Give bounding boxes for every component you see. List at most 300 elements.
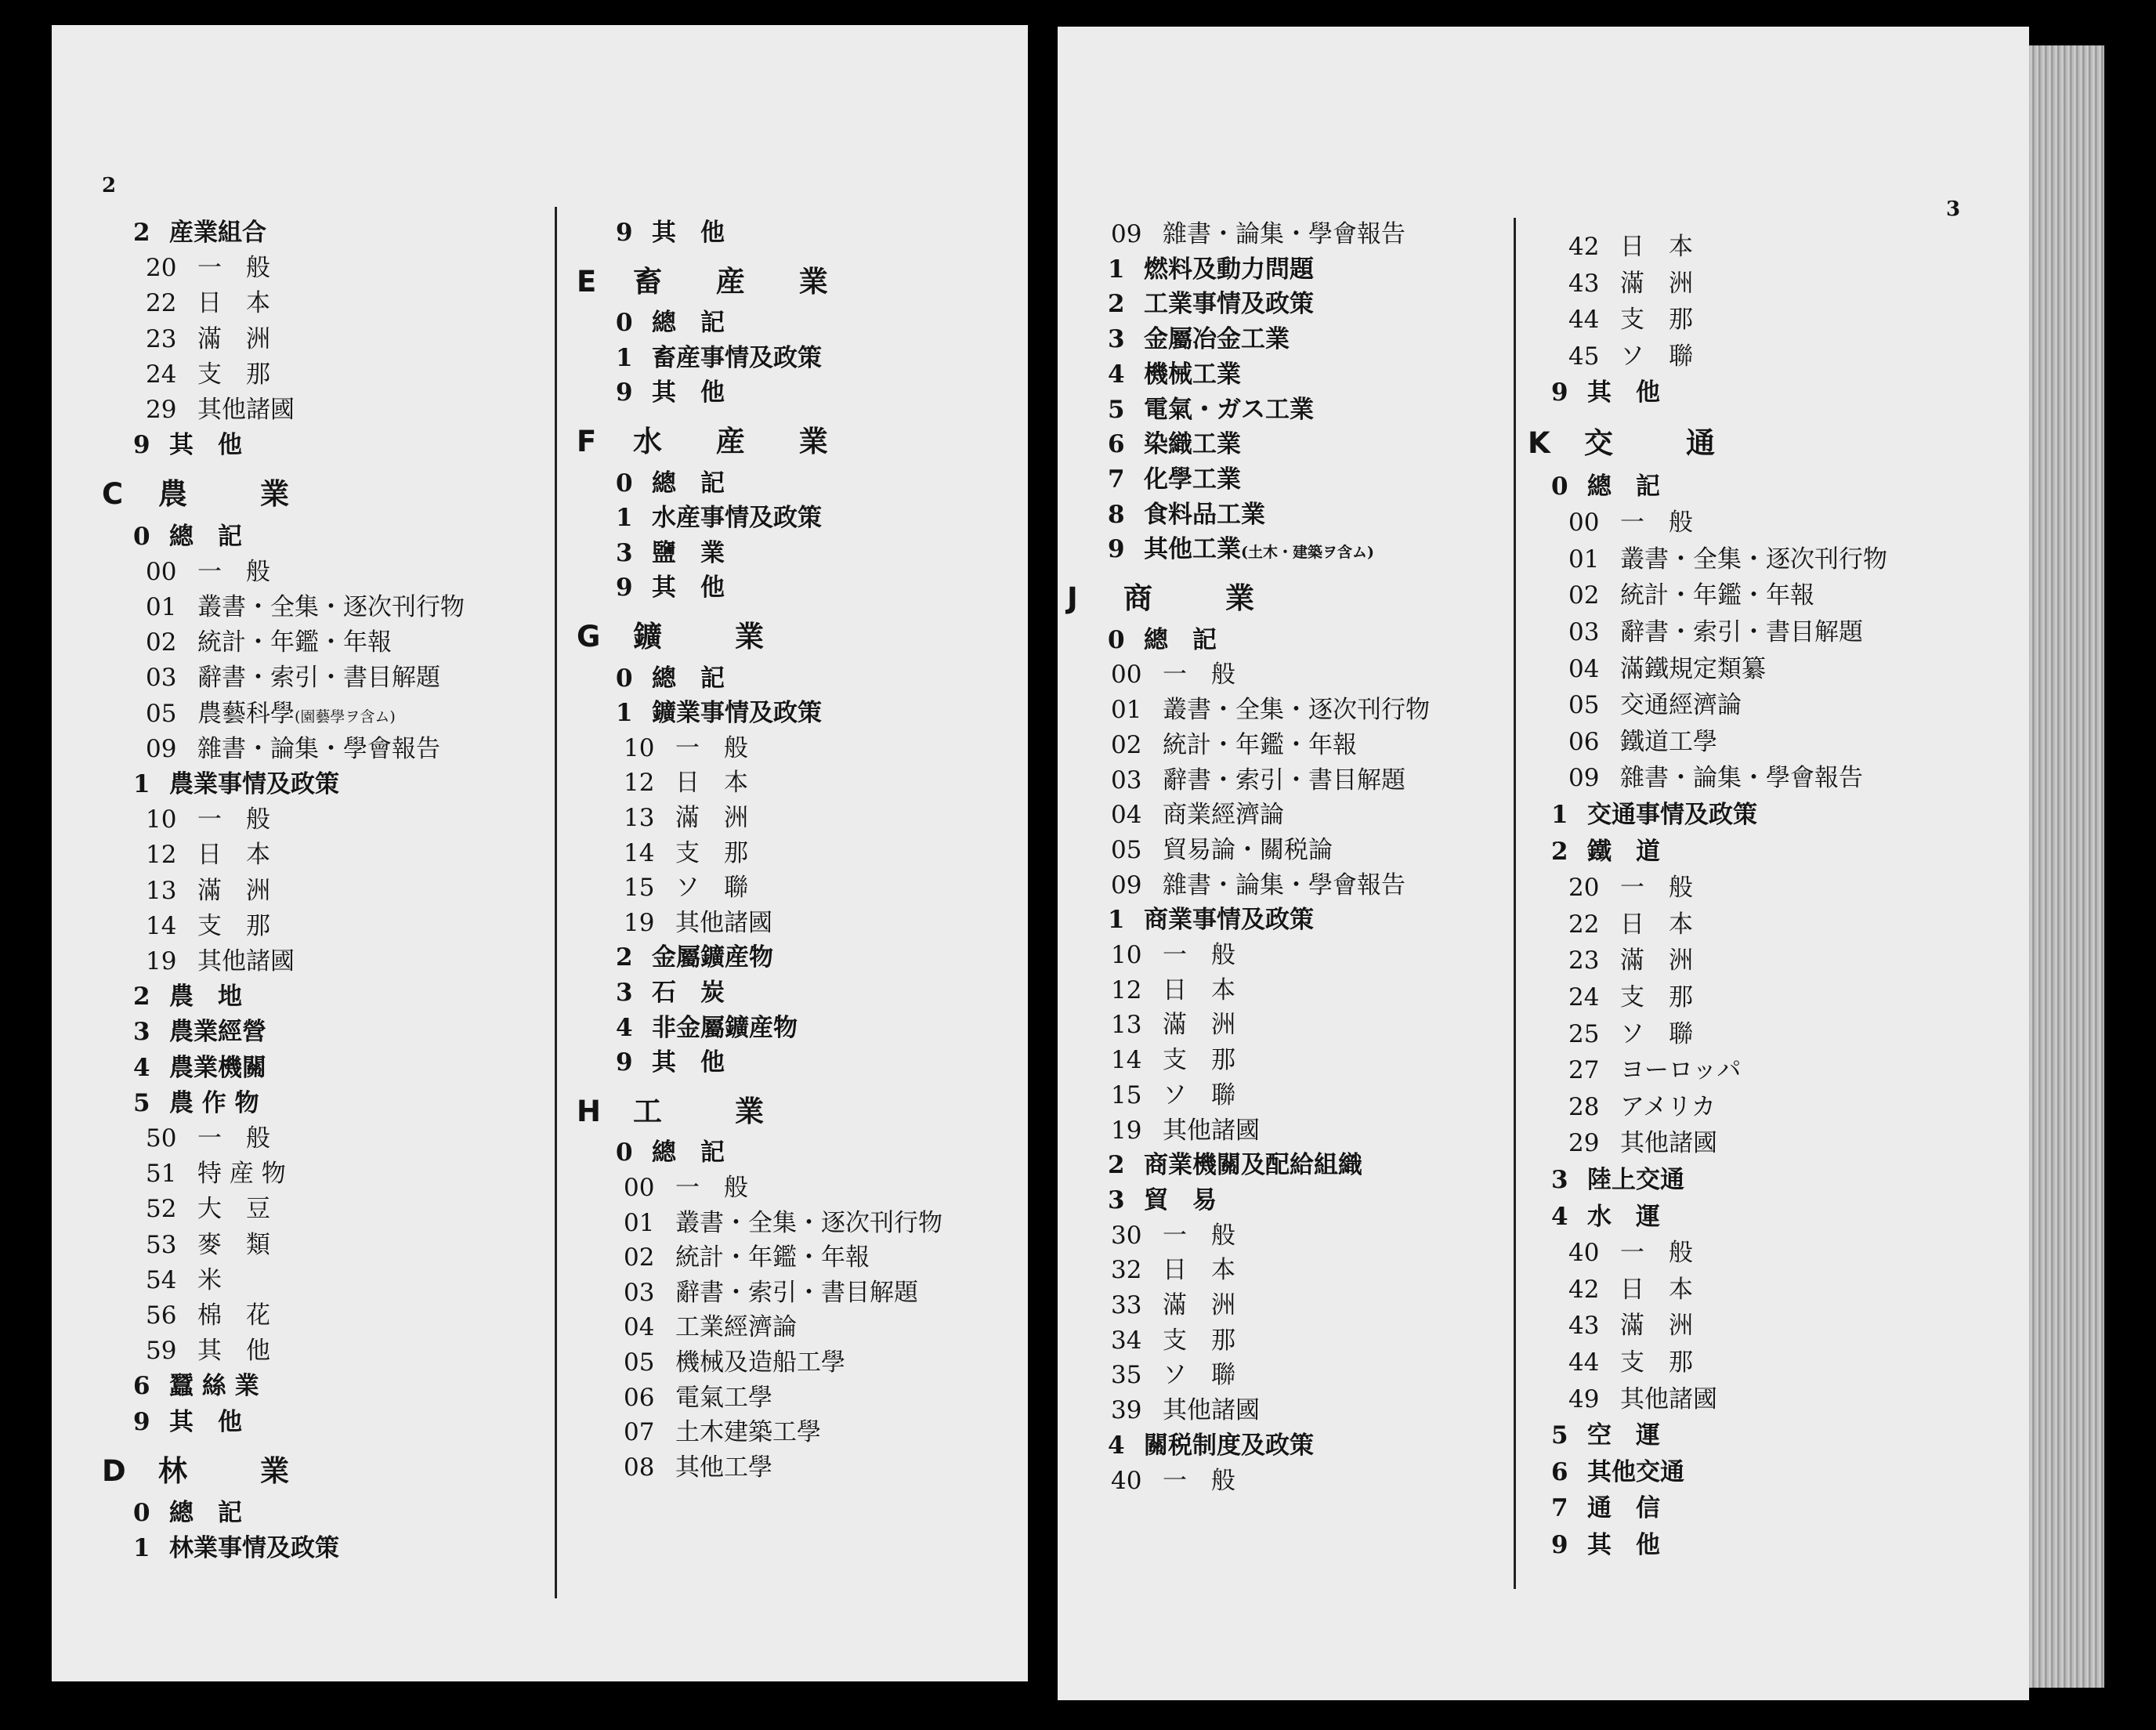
entry-code: 01	[146, 593, 177, 621]
entry-label: ソ 聯	[1620, 1019, 1693, 1048]
section-entry	[1551, 1168, 1684, 1193]
entry-label: 其他諸國	[1620, 1384, 1717, 1413]
entry-label: 雜書・論集・學會報告	[1163, 870, 1405, 899]
entry-code: 14	[1111, 1046, 1142, 1075]
entry-code: 24	[1568, 983, 1600, 1012]
entry-code: 28	[1568, 1092, 1600, 1121]
entry-code: J	[1067, 581, 1078, 615]
subsection-entry	[1111, 835, 1333, 864]
entry-label: 其他諸國	[197, 396, 295, 424]
entry-code: 5	[1108, 395, 1125, 424]
entry-label: 總 記	[652, 309, 725, 338]
right-page	[1058, 27, 2029, 1700]
category-heading	[102, 1453, 311, 1488]
entry-code: 50	[146, 1124, 177, 1153]
subsection-entry	[1568, 1275, 1693, 1304]
entry-label: 日 本	[1163, 1256, 1235, 1285]
entry-label: 貿 易	[1144, 1185, 1217, 1214]
entry-label: 林 業	[158, 1453, 311, 1488]
entry-label: 工業經濟論	[675, 1313, 797, 1342]
subsection-entry	[1568, 342, 1693, 371]
section-entry	[133, 1407, 242, 1436]
entry-label: 一 般	[1163, 941, 1235, 969]
subsection-entry	[146, 628, 392, 657]
entry-label: 日 本	[1620, 910, 1693, 939]
entry-code: 42	[1568, 1275, 1600, 1304]
subsection-entry	[624, 806, 748, 831]
entry-label: 一 般	[1163, 661, 1235, 689]
section-entry	[1551, 378, 1660, 407]
section-entry	[1108, 255, 1314, 284]
entry-label: 總 記	[169, 522, 242, 551]
entry-label: 林業事情及政策	[169, 1534, 339, 1563]
column-divider	[1514, 218, 1516, 1589]
section-entry	[1108, 500, 1265, 529]
page-number-right: 3	[1946, 197, 1961, 221]
entry-code: 2	[133, 983, 150, 1012]
section-entry	[1551, 1457, 1684, 1486]
section-entry	[133, 1053, 266, 1082]
entry-label: 辭書・索引・書目解題	[1620, 618, 1863, 646]
section-entry	[133, 1374, 259, 1399]
entry-code: 39	[1111, 1396, 1142, 1425]
section-entry	[1551, 1494, 1660, 1523]
subsection-entry	[624, 1383, 772, 1412]
entry-label: ソ 聯	[1620, 342, 1693, 371]
section-entry	[616, 981, 725, 1005]
section-entry	[1108, 625, 1217, 654]
category-heading	[577, 619, 786, 653]
entry-code: 0	[616, 1138, 633, 1167]
entry-label: 空 運	[1587, 1421, 1660, 1450]
entry-label: 交 通	[1584, 425, 1737, 460]
entry-label: 日 本	[1620, 1275, 1693, 1304]
section-entry	[1108, 1431, 1314, 1460]
section-entry	[616, 469, 725, 498]
entry-code: 20	[1568, 874, 1600, 903]
entry-code: 0	[616, 664, 633, 693]
subsection-entry	[1568, 1312, 1693, 1341]
entry-label: 叢書・全集・逐次刊行物	[1620, 545, 1887, 574]
entry-code: 4	[133, 1053, 150, 1082]
entry-code: 44	[1568, 306, 1600, 335]
entry-label: 叢書・全集・逐次刊行物	[197, 593, 465, 621]
entry-code: 3	[1551, 1166, 1568, 1194]
subsection-entry	[1568, 545, 1887, 574]
entry-code: 14	[624, 838, 655, 867]
column-divider	[555, 207, 557, 1598]
entry-label: 農 作 物	[169, 1088, 259, 1117]
entry-code: 34	[1111, 1326, 1142, 1355]
entry-label: 統計・年鑑・年報	[675, 1243, 870, 1272]
subsection-entry	[1111, 1466, 1235, 1495]
entry-label: 日 本	[197, 841, 270, 870]
entry-label: 滿 洲	[197, 876, 270, 905]
section-entry	[133, 1536, 339, 1561]
subsection-entry	[1568, 1019, 1693, 1048]
entry-label: 農業經營	[169, 1018, 266, 1047]
subsection-entry	[1568, 654, 1766, 683]
entry-label: 陸上交通	[1587, 1166, 1684, 1194]
entry-label: 産業組合	[169, 219, 266, 247]
entry-label: 鹽 業	[652, 538, 725, 567]
entry-code: 09	[146, 734, 177, 763]
entry-label: 一 般	[197, 805, 270, 834]
entry-code: 04	[1568, 654, 1600, 683]
entry-code: 0	[616, 309, 633, 338]
entry-code: D	[102, 1453, 126, 1488]
entry-code: 02	[1111, 730, 1142, 759]
entry-code: 00	[146, 557, 177, 586]
subsection-entry	[146, 1160, 286, 1189]
subsection-entry	[1568, 1384, 1717, 1413]
subsection-entry	[624, 1208, 942, 1237]
entry-label: 商 業	[1123, 581, 1276, 615]
section-entry	[1108, 906, 1314, 935]
entry-code: 22	[1568, 910, 1600, 939]
entry-code: 03	[1111, 765, 1142, 794]
subsection-entry	[146, 1337, 270, 1366]
entry-label: 一 般	[197, 1124, 270, 1153]
section-entry	[1551, 1533, 1660, 1558]
entry-label: 大 豆	[197, 1195, 270, 1224]
entry-label: 農業事情及政策	[169, 770, 339, 798]
entry-label: ソ 聯	[1163, 1080, 1235, 1109]
entry-label: 一 般	[1620, 509, 1693, 537]
entry-label: 鐵道工學	[1620, 727, 1717, 756]
entry-label: 電氣・ガス工業	[1144, 395, 1314, 424]
entry-label: 貿易論・關税論	[1163, 835, 1333, 864]
subsection-entry	[1568, 1239, 1693, 1268]
section-entry	[616, 1048, 725, 1077]
entry-label: 農 地	[169, 983, 242, 1012]
entry-code: 44	[1568, 1348, 1600, 1377]
subsection-entry	[624, 733, 748, 762]
entry-label: 其 他	[169, 431, 242, 460]
section-entry	[1108, 325, 1290, 354]
entry-code: 09	[1111, 220, 1142, 248]
entry-label: 一 般	[1620, 1239, 1693, 1268]
subsection-entry	[146, 947, 295, 975]
section-entry	[133, 433, 242, 458]
entry-label: 支 那	[1163, 1326, 1235, 1355]
entry-label: 滿 洲	[1620, 269, 1693, 298]
entry-code: 9	[133, 1407, 150, 1436]
subsection-entry	[1568, 1092, 1716, 1121]
entry-code: 2	[1551, 837, 1568, 866]
entry-code: 33	[1111, 1291, 1142, 1319]
entry-label: 其 他	[652, 574, 725, 603]
entry-code: 01	[624, 1208, 655, 1237]
entry-code: 10	[146, 805, 177, 834]
entry-code: 04	[1111, 801, 1142, 830]
subsection-entry	[1111, 801, 1284, 830]
section-entry	[616, 1013, 798, 1042]
entry-label: 鑛 業	[633, 619, 786, 653]
entry-code: 13	[1111, 1011, 1142, 1040]
entry-label: 棉 花	[197, 1301, 270, 1330]
entry-label: 農 業	[158, 476, 311, 512]
entry-code: H	[577, 1094, 601, 1128]
entry-code: G	[577, 620, 601, 653]
entry-code: 4	[1551, 1202, 1568, 1231]
entry-code: 05	[1111, 835, 1142, 864]
entry-code: 22	[146, 289, 177, 318]
subsection-entry	[1568, 983, 1693, 1012]
entry-label: 金屬冶金工業	[1144, 325, 1290, 354]
subsection-entry	[146, 805, 270, 834]
section-entry	[1108, 537, 1374, 562]
entry-label: 電氣工學	[675, 1383, 772, 1412]
subsection-entry	[1568, 910, 1693, 939]
entry-code: 5	[1551, 1421, 1568, 1450]
entry-label: 滿 洲	[1620, 1312, 1693, 1341]
subsection-entry	[1568, 946, 1693, 975]
entry-code: 2	[133, 219, 150, 247]
subsection-entry	[1568, 269, 1693, 298]
entry-code: 2	[1108, 290, 1125, 319]
entry-label: 滿 洲	[197, 324, 270, 353]
entry-code: 5	[133, 1088, 150, 1117]
section-entry	[616, 943, 773, 972]
entry-label: 水 産 業	[633, 424, 850, 458]
entry-label: 染織工業	[1144, 430, 1241, 459]
entry-code: 15	[624, 874, 655, 903]
entry-label: 金屬鑛産物	[652, 943, 773, 972]
entry-label: 叢書・全集・逐次刊行物	[1163, 696, 1430, 725]
subsection-entry	[1111, 1396, 1260, 1425]
entry-code: 56	[146, 1301, 177, 1330]
entry-label: 總 記	[652, 1138, 725, 1167]
entry-code: 07	[624, 1418, 655, 1447]
category-heading	[1528, 425, 1737, 460]
entry-code: 05	[624, 1348, 655, 1377]
entry-label: 日 本	[197, 289, 270, 318]
entry-code: 8	[1108, 500, 1125, 529]
subsection-entry	[1111, 1258, 1235, 1283]
subsection-entry	[624, 1278, 918, 1307]
entry-label: 叢書・全集・逐次刊行物	[675, 1208, 942, 1237]
entry-code: 27	[1568, 1056, 1600, 1085]
entry-code: 20	[146, 254, 177, 283]
entry-label: 關税制度及政策	[1144, 1431, 1314, 1460]
entry-code: 9	[616, 219, 633, 247]
entry-label: 商業機關及配給組織	[1144, 1151, 1362, 1180]
entry-code: 53	[146, 1230, 177, 1259]
entry-code: F	[577, 425, 597, 458]
section-entry	[1551, 1202, 1660, 1231]
entry-code: 06	[624, 1383, 655, 1412]
subsection-entry	[146, 911, 270, 940]
entry-code: 3	[616, 538, 633, 567]
entry-code: 23	[146, 324, 177, 353]
subsection-entry	[1568, 581, 1814, 610]
section-entry	[616, 378, 725, 407]
entry-code: 01	[1568, 545, 1600, 574]
entry-label: 一 般	[1163, 1221, 1235, 1250]
subsection-entry	[146, 1265, 222, 1294]
subsection-entry	[1111, 1080, 1235, 1109]
entry-code: 9	[1551, 378, 1568, 407]
entry-code: 3	[1108, 325, 1125, 354]
entry-code: 1	[133, 1534, 150, 1563]
section-entry	[616, 574, 725, 603]
section-entry	[1551, 472, 1660, 501]
entry-label: 一 般	[197, 557, 270, 586]
entry-code: 0	[133, 1499, 150, 1527]
entry-code: 9	[616, 378, 633, 407]
entry-code: 42	[1568, 233, 1600, 261]
subsection-entry	[624, 1348, 845, 1377]
category-heading	[577, 263, 850, 299]
entry-code: 02	[1568, 581, 1600, 610]
subsection-entry	[624, 1313, 797, 1342]
entry-code: 6	[1551, 1457, 1568, 1486]
entry-label: 滿 洲	[1620, 946, 1693, 975]
subsection-entry	[146, 1195, 270, 1224]
entry-code: 05	[146, 699, 177, 728]
entry-code: 19	[146, 947, 177, 975]
entry-code: 3	[133, 1018, 150, 1047]
subsection-entry	[1111, 943, 1235, 968]
entry-label: 畜 産 業	[633, 263, 850, 299]
entry-label: 統計・年鑑・年報	[197, 628, 392, 657]
entry-code: 43	[1568, 1312, 1600, 1341]
entry-code: 06	[1568, 727, 1600, 756]
section-entry	[1108, 432, 1241, 457]
entry-label: 食料品工業	[1144, 500, 1265, 529]
entry-label: 其 他	[652, 1048, 725, 1077]
entry-code: 3	[616, 979, 633, 1007]
entry-label: 機械工業	[1144, 360, 1241, 389]
entry-label: 支 那	[1620, 1348, 1693, 1377]
entry-code: 1	[616, 343, 633, 372]
entry-note: (園藝學ヲ含ム)	[295, 708, 396, 726]
subsection-entry	[1111, 1116, 1260, 1145]
entry-code: 29	[146, 396, 177, 424]
section-entry	[1551, 803, 1757, 827]
section-entry	[616, 504, 822, 533]
entry-label: 一 般	[1620, 874, 1693, 903]
entry-label: 日 本	[1163, 975, 1235, 1004]
entry-label: 水 運	[1587, 1202, 1660, 1231]
entry-code: 08	[624, 1453, 655, 1482]
section-entry	[616, 701, 822, 726]
section-entry	[1108, 395, 1314, 424]
subsection-entry	[1568, 766, 1863, 791]
subsection-entry	[1568, 306, 1693, 335]
entry-code: 13	[624, 804, 655, 832]
entry-label: 支 那	[1620, 983, 1693, 1012]
entry-label: 化學工業	[1144, 465, 1241, 494]
subsection-entry	[146, 1230, 270, 1259]
section-entry	[1108, 1185, 1217, 1214]
entry-label: 辭書・索引・書目解題	[197, 664, 440, 693]
entry-label: 土木建築工學	[675, 1418, 821, 1447]
entry-code: 3	[1108, 1185, 1125, 1214]
entry-label: 鑛業事情及政策	[652, 699, 822, 728]
subsection-entry	[1111, 1048, 1235, 1073]
entry-code: 05	[1568, 691, 1600, 720]
entry-label: 麥 類	[197, 1230, 270, 1259]
entry-label: アメリカ	[1620, 1092, 1716, 1121]
subsection-entry	[1111, 765, 1405, 794]
entry-code: 7	[1108, 465, 1125, 494]
entry-label: 統計・年鑑・年報	[1620, 581, 1814, 610]
subsection-entry	[624, 1453, 772, 1482]
entry-code: 7	[1551, 1494, 1568, 1523]
entry-label: 總 記	[169, 1499, 242, 1527]
entry-code: 2	[1108, 1151, 1125, 1180]
entry-code: 12	[146, 841, 177, 870]
section-entry	[1108, 360, 1241, 389]
entry-code: 6	[1108, 430, 1125, 459]
subsection-entry	[1568, 511, 1693, 535]
section-entry	[133, 1501, 242, 1526]
entry-code: 52	[146, 1195, 177, 1224]
entry-label: 其他諸國	[675, 908, 772, 937]
entry-code: 03	[1568, 618, 1600, 646]
entry-label: 畜産事情及政策	[652, 343, 822, 372]
subsection-entry	[624, 838, 748, 867]
entry-label: 鐵 道	[1587, 837, 1660, 866]
entry-code: 40	[1568, 1239, 1600, 1268]
entry-label: 支 那	[197, 911, 270, 940]
subsection-entry	[1111, 663, 1235, 687]
entry-code: 54	[146, 1265, 177, 1294]
subsection-entry	[146, 557, 270, 586]
entry-code: 1	[1108, 906, 1125, 935]
subsection-entry	[1568, 1056, 1742, 1085]
entry-label: 雜書・論集・學會報告	[1620, 764, 1863, 793]
entry-code: 4	[616, 1013, 633, 1042]
subsection-entry	[1111, 1326, 1235, 1355]
entry-label: 通 信	[1587, 1494, 1660, 1523]
entry-code: 19	[1111, 1116, 1142, 1145]
entry-label: 日 本	[675, 769, 748, 798]
section-entry	[616, 538, 725, 567]
entry-label: 其他諸國	[197, 947, 295, 975]
subsection-entry	[1568, 727, 1717, 756]
entry-code: 10	[624, 733, 655, 762]
entry-code: 51	[146, 1160, 177, 1189]
entry-code: 1	[616, 699, 633, 728]
entry-code: 1	[1108, 255, 1125, 284]
entry-code: 00	[624, 1174, 655, 1202]
section-entry	[133, 221, 266, 245]
subsection-entry	[1111, 1011, 1235, 1040]
entry-code: 9	[616, 574, 633, 603]
entry-code: K	[1528, 426, 1550, 460]
entry-code: 0	[1551, 472, 1568, 501]
entry-code: 04	[624, 1313, 655, 1342]
entry-label: 交通事情及政策	[1587, 801, 1757, 829]
subsection-entry	[1111, 1221, 1235, 1250]
entry-label: 其 他	[652, 378, 725, 407]
entry-label: 其他工業	[1144, 535, 1241, 564]
entry-code: 2	[616, 943, 633, 972]
subsection-entry	[146, 398, 295, 422]
section-entry	[133, 1088, 259, 1117]
entry-code: 14	[146, 911, 177, 940]
subsection-entry	[624, 908, 772, 937]
entry-label: 其 他	[652, 219, 725, 247]
entry-label: 一 般	[1163, 1466, 1235, 1495]
subsection-entry	[1111, 870, 1405, 899]
entry-code: 35	[1111, 1361, 1142, 1390]
subsection-entry	[146, 664, 440, 693]
entry-code: 24	[146, 360, 177, 389]
